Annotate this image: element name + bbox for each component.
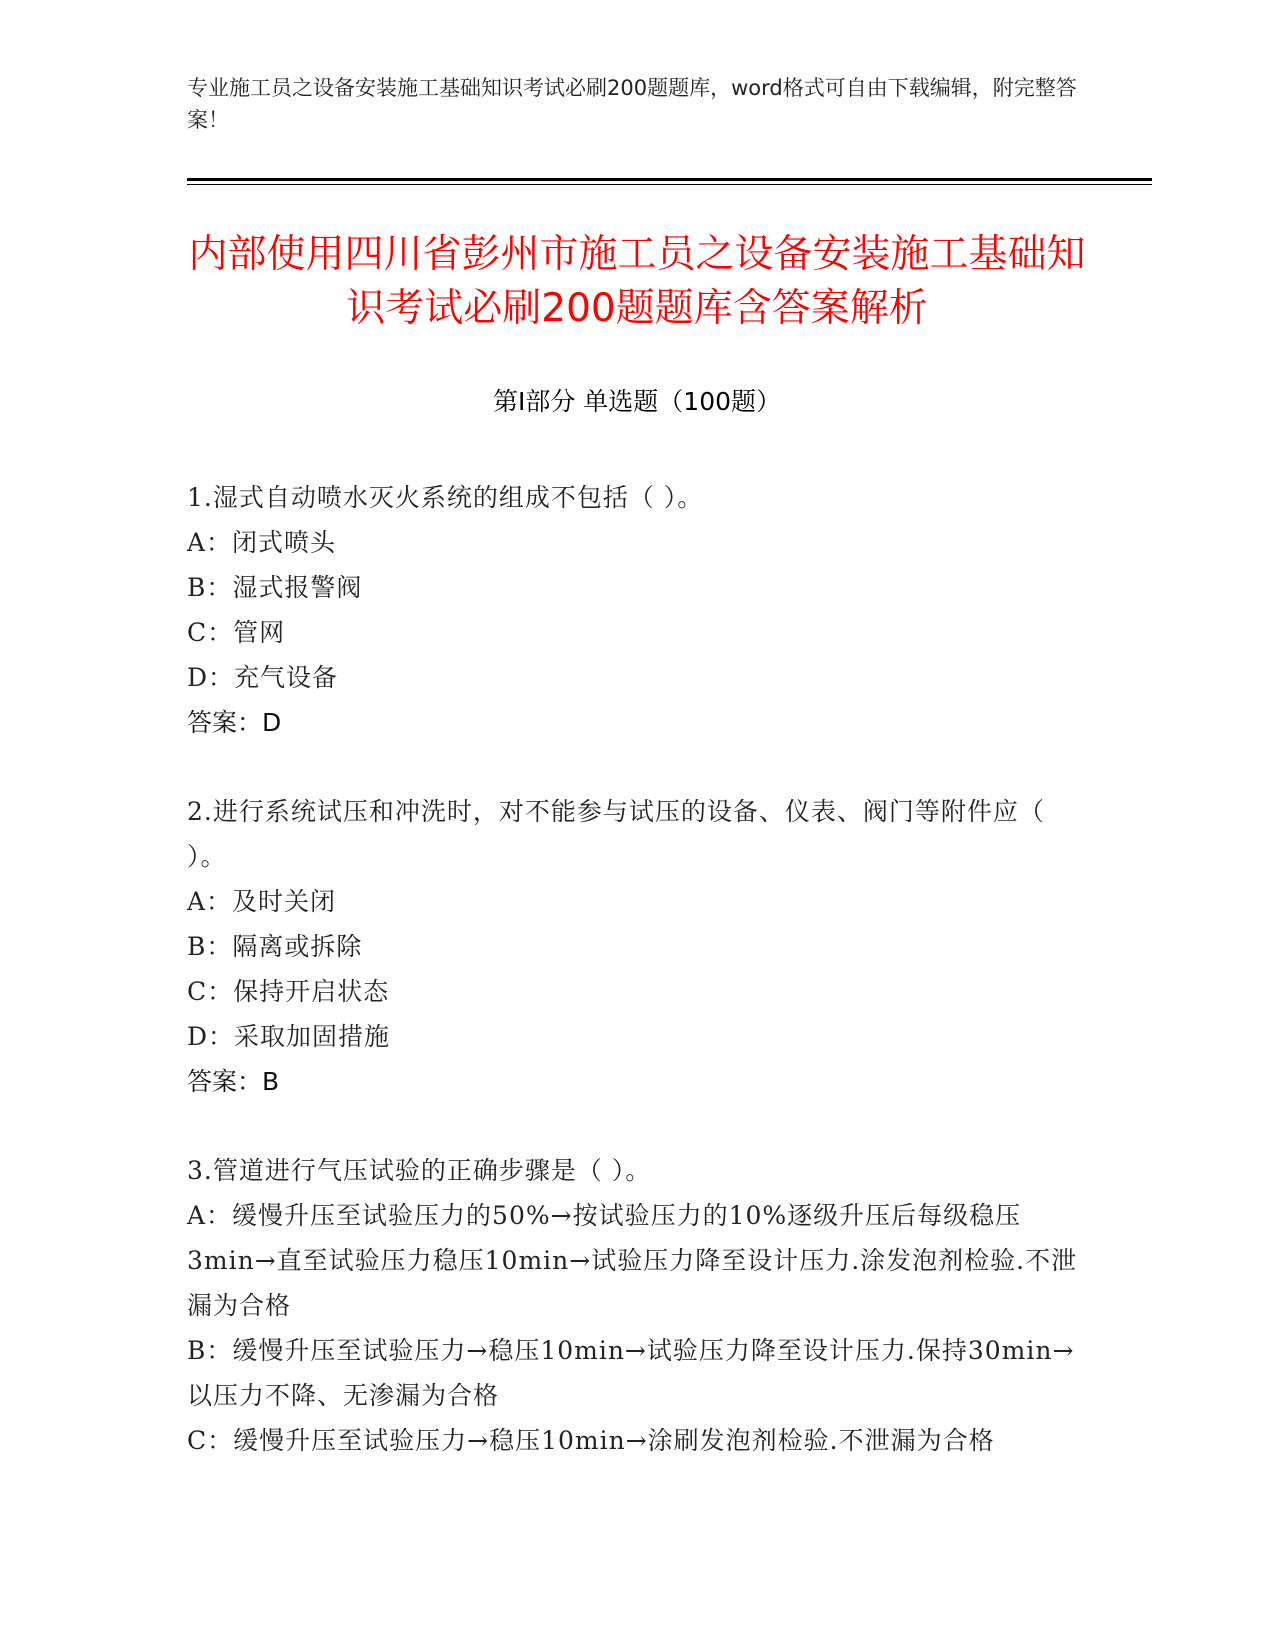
question-list xyxy=(187,475,1087,1507)
option-b: B：缓慢升压至试验压力→稳压10min→试验压力降至设计压力.保持30min→以压力不降、无渗漏为合格 xyxy=(187,1336,1075,1410)
header-rule-thin xyxy=(187,184,1152,185)
question-3 xyxy=(187,1148,1087,1463)
option-d: D：采取加固措施 xyxy=(187,1022,391,1051)
option-c: C：缓慢升压至试验压力→稳压10min→涂刷发泡剂检验.不泄漏为合格 xyxy=(187,1426,995,1455)
option-a: A：及时关闭 xyxy=(187,887,337,916)
option-c: C：保持开启状态 xyxy=(187,977,390,1006)
answer: 答案：D xyxy=(187,708,282,737)
option-a: A：闭式喷头 xyxy=(187,528,337,557)
option-b: B：隔离或拆除 xyxy=(187,932,363,961)
question-1 xyxy=(187,475,1087,745)
answer: 答案：B xyxy=(187,1067,280,1096)
question-stem: 2.进行系统试压和冲洗时，对不能参与试压的设备、仪表、阀门等附件应（ ）。 xyxy=(187,797,1045,871)
option-b: B：湿式报警阀 xyxy=(187,573,363,602)
option-a: A：缓慢升压至试验压力的50%→按试验压力的10%逐级升压后每级稳压3min→直至试验压力稳压10min→试验压力降至设计压力.涂发泡剂检验.不泄漏为合格 xyxy=(187,1201,1078,1320)
question-stem: 1.湿式自动喷水灭火系统的组成不包括（ ）。 xyxy=(187,483,704,512)
section-title: 第Ⅰ部分 单选题（100题） xyxy=(492,387,782,416)
document-title: 内部使用四川省彭州市施工员之设备安装施工基础知识考试必刷200题题库含答案解析 xyxy=(188,232,1086,331)
header-rule-thick xyxy=(187,178,1152,181)
option-c: C：管网 xyxy=(187,618,286,647)
header-note: 专业施工员之设备安装施工基础知识考试必刷200题题库，word格式可自由下载编辑，附完整答案！ xyxy=(187,76,1077,132)
option-d: D：充气设备 xyxy=(187,663,339,692)
question-2 xyxy=(187,789,1087,1104)
question-stem: 3.管道进行气压试验的正确步骤是（ ）。 xyxy=(187,1156,652,1185)
